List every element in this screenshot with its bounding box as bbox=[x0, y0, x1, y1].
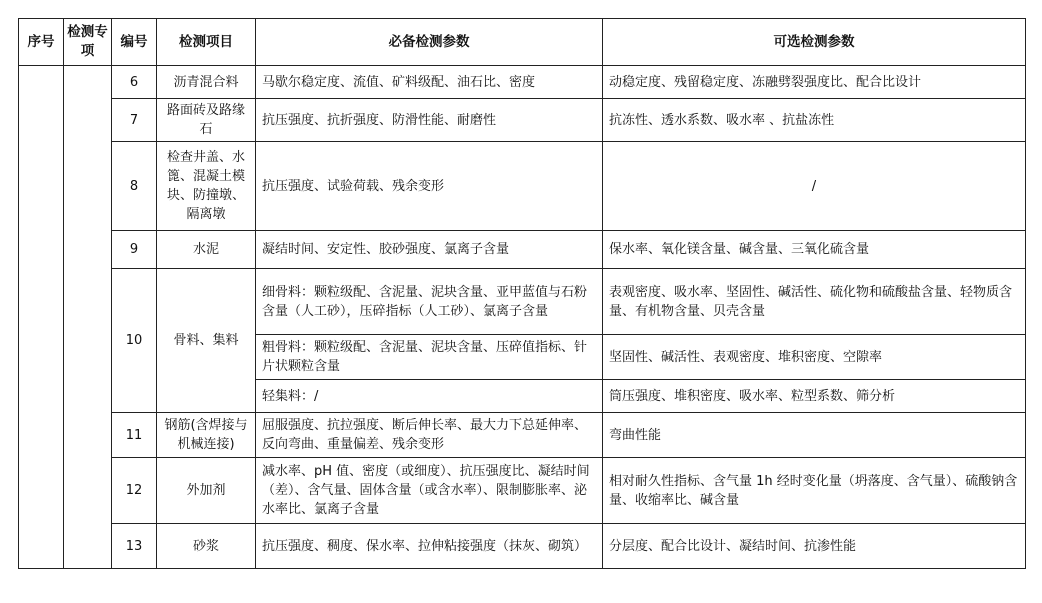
header-item: 检测项目 bbox=[157, 19, 256, 66]
seq-cell bbox=[19, 66, 64, 569]
row-number: 7 bbox=[112, 99, 157, 142]
row-required-coarse-aggregate: 粗骨料：颗粒级配、含泥量、泥块含量、压碎值指标、针片状颗粒含量 bbox=[256, 335, 603, 380]
row-number: 9 bbox=[112, 231, 157, 269]
row-required: 减水率、pH 值、密度（或细度）、抗压强度比、凝结时间（差）、含气量、固体含量（或含水率）、限制膨胀率、泌水率比、氯离子含量 bbox=[256, 458, 603, 524]
table-row bbox=[19, 458, 1026, 524]
row-optional: 弯曲性能 bbox=[603, 413, 1026, 458]
row-number: 6 bbox=[112, 66, 157, 99]
header-required: 必备检测参数 bbox=[256, 19, 603, 66]
table-row bbox=[19, 269, 1026, 335]
category-cell bbox=[64, 66, 112, 569]
header-number: 编号 bbox=[112, 19, 157, 66]
table-row bbox=[19, 142, 1026, 231]
row-optional: 分层度、配合比设计、凝结时间、抗渗性能 bbox=[603, 524, 1026, 569]
row-required: 抗压强度、稠度、保水率、拉伸粘接强度（抹灰、砌筑） bbox=[256, 524, 603, 569]
table-row bbox=[19, 231, 1026, 269]
row-item: 外加剂 bbox=[157, 458, 256, 524]
row-required: 凝结时间、安定性、胶砂强度、氯离子含量 bbox=[256, 231, 603, 269]
header-optional: 可选检测参数 bbox=[603, 19, 1026, 66]
row-optional-coarse-aggregate: 坚固性、碱活性、表观密度、堆积密度、空隙率 bbox=[603, 335, 1026, 380]
header-seq: 序号 bbox=[19, 19, 64, 66]
testing-parameters-table bbox=[18, 18, 1026, 569]
row-number: 12 bbox=[112, 458, 157, 524]
table-row bbox=[19, 99, 1026, 142]
row-number: 8 bbox=[112, 142, 157, 231]
row-required-light-aggregate: 轻集料：/ bbox=[256, 380, 603, 413]
header-category: 检测专项 bbox=[64, 19, 112, 66]
table-row bbox=[19, 524, 1026, 569]
row-optional: 保水率、氧化镁含量、碱含量、三氧化硫含量 bbox=[603, 231, 1026, 269]
row-optional-light-aggregate: 筒压强度、堆积密度、吸水率、粒型系数、筛分析 bbox=[603, 380, 1026, 413]
row-item: 骨料、集料 bbox=[157, 269, 256, 413]
row-item: 沥青混合料 bbox=[157, 66, 256, 99]
row-number: 13 bbox=[112, 524, 157, 569]
row-required: 抗压强度、试验荷载、残余变形 bbox=[256, 142, 603, 231]
row-item: 检查井盖、水篦、混凝土模块、防撞墩、隔离墩 bbox=[157, 142, 256, 231]
row-optional: 相对耐久性指标、含气量 1h 经时变化量（坍落度、含气量）、硫酸钠含量、收缩率比、碱含量 bbox=[603, 458, 1026, 524]
table-row bbox=[19, 413, 1026, 458]
row-item: 路面砖及路缘石 bbox=[157, 99, 256, 142]
header-row bbox=[19, 19, 1026, 66]
row-required: 马歇尔稳定度、流值、矿料级配、油石比、密度 bbox=[256, 66, 603, 99]
row-number: 11 bbox=[112, 413, 157, 458]
row-optional: 抗冻性、透水系数、吸水率 、抗盐冻性 bbox=[603, 99, 1026, 142]
row-required: 屈服强度、抗拉强度、断后伸长率、最大力下总延伸率、反向弯曲、重量偏差、残余变形 bbox=[256, 413, 603, 458]
row-item: 砂浆 bbox=[157, 524, 256, 569]
row-optional-fine-aggregate: 表观密度、吸水率、坚固性、碱活性、硫化物和硫酸盐含量、轻物质含量、有机物含量、贝壳含量 bbox=[603, 269, 1026, 335]
row-number: 10 bbox=[112, 269, 157, 413]
row-optional: / bbox=[603, 142, 1026, 231]
table-row bbox=[19, 66, 1026, 99]
row-required: 抗压强度、抗折强度、防滑性能、耐磨性 bbox=[256, 99, 603, 142]
row-item: 水泥 bbox=[157, 231, 256, 269]
row-item: 钢筋(含焊接与机械连接) bbox=[157, 413, 256, 458]
row-optional: 动稳定度、残留稳定度、冻融劈裂强度比、配合比设计 bbox=[603, 66, 1026, 99]
row-required-fine-aggregate: 细骨料：颗粒级配、含泥量、泥块含量、亚甲蓝值与石粉含量（人工砂），压碎指标（人工砂）、氯离子含量 bbox=[256, 269, 603, 335]
